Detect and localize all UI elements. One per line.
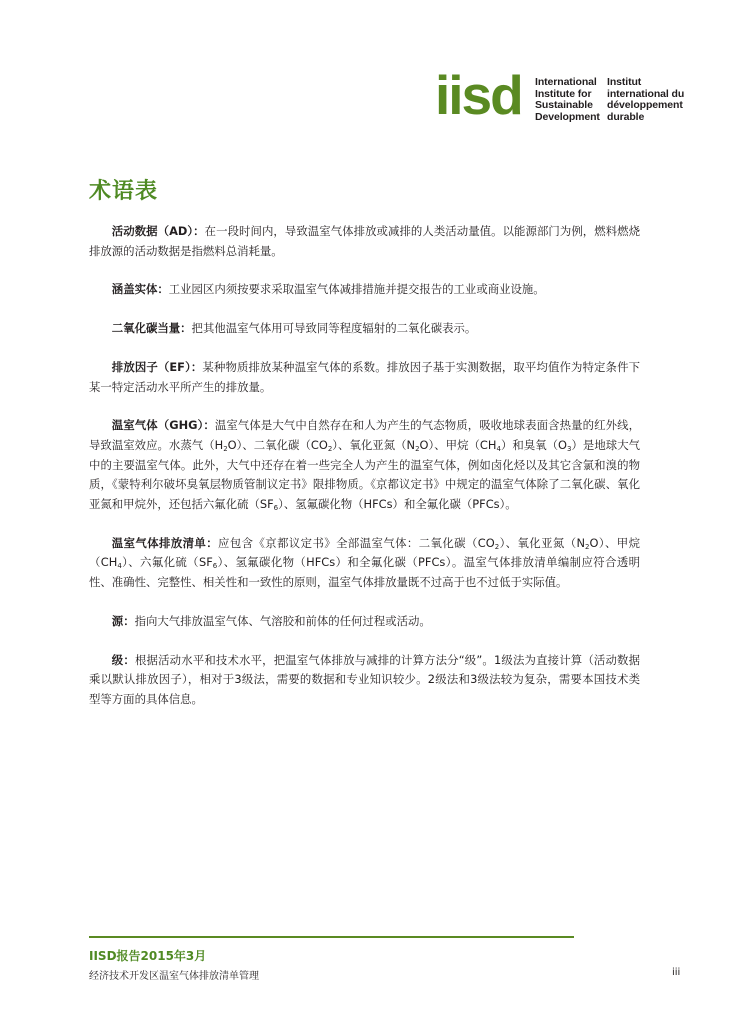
subscript: 2 bbox=[415, 444, 420, 453]
glossary-definition-text: 把其他温室气体用可导致同等程度辐射的二氧化碳表示。 bbox=[191, 321, 477, 336]
subscript: 6 bbox=[273, 504, 279, 513]
logo-fr-line: développement bbox=[607, 99, 683, 111]
glossary-term: 活动数据（AD）： bbox=[111, 224, 205, 238]
glossary-definition-text: ）是地球大气中的主要温室气体。此外，大气中还存在着一些完全人为产生的温室气体，例如卤化烃以及其它含氯和溴的物质，《蒙特利尔破坏臭氧层物质管制议定书》限排物质。《京都议定书》中规定的温室气体除了二氧化碳、氧化亚氮和甲烷外，还包括六氟化硫（SF bbox=[89, 437, 640, 512]
glossary-definition-text: 温室气体是大气中自然存在和人为产生的气态物质，吸收地球表面含热量的红外线，导致温室效应。水蒸气（H bbox=[89, 418, 640, 452]
subscript: 2 bbox=[585, 542, 590, 551]
glossary-term: 排放因子（EF）： bbox=[111, 359, 203, 374]
subscript: 3 bbox=[567, 444, 572, 453]
subscript: 4 bbox=[496, 444, 501, 453]
page-number: iii bbox=[672, 967, 681, 978]
glossary-definition-text: 指向大气排放温室气体、气溶胶和前体的任何过程或活动。 bbox=[134, 613, 431, 628]
glossary-entry bbox=[89, 319, 640, 339]
glossary-term: 温室气体（GHG）： bbox=[111, 418, 215, 433]
glossary-entry bbox=[89, 612, 640, 632]
glossary-definition-text: ）和臭氧（O bbox=[500, 437, 568, 452]
logo-fr-line: durable bbox=[607, 110, 645, 123]
glossary-entry bbox=[89, 222, 640, 261]
footer-report-date: IISD报告2015年3月 bbox=[89, 949, 207, 963]
logo-en-line: Sustainable bbox=[535, 99, 593, 111]
subscript: 2 bbox=[327, 444, 333, 453]
glossary-term: 涵盖实体： bbox=[111, 282, 169, 297]
glossary-term: 源： bbox=[111, 613, 135, 628]
glossary-definition-text: O）、二氧化碳（CO bbox=[227, 437, 328, 452]
glossary-entry bbox=[89, 651, 640, 710]
logo-french-name bbox=[607, 77, 684, 123]
glossary-entry bbox=[89, 534, 640, 593]
glossary-definition-text: O）、甲烷（CH bbox=[89, 535, 640, 570]
glossary-definition-text: 工业园区内须按要求采取温室气体减排措施并提交报告的工业或商业设施。 bbox=[168, 282, 545, 297]
glossary-list bbox=[89, 222, 640, 729]
glossary-definition-text: 某种物质排放某种温室气体的系数。排放因子基于实测数据，取平均值作为特定条件下某一特定活动水平所产生的排放量。 bbox=[89, 359, 640, 394]
glossary-term: 温室气体排放清单： bbox=[111, 535, 219, 550]
footer-divider bbox=[89, 936, 574, 938]
glossary-entry bbox=[89, 280, 640, 300]
logo-fr-line: Institut bbox=[607, 76, 642, 88]
glossary-entry bbox=[89, 416, 640, 515]
glossary-definition-text: ）、六氟化硫（SF bbox=[121, 555, 213, 570]
footer-report-title: 经济技术开发区温室气体排放清单管理 bbox=[89, 971, 259, 982]
logo-mark: iisd bbox=[435, 64, 522, 126]
glossary-term: 二氧化碳当量： bbox=[111, 321, 192, 336]
glossary-definition-text: ）、氢氟碳化物（HFCs）和全氟化碳（PFCs）。温室气体排放清单编制应符合透明性、准确性、完整性、相关性和一致性的原则，温室气体排放量既不过高于也不过低于实际值。 bbox=[89, 555, 640, 590]
page-title: 术语表 bbox=[89, 179, 159, 204]
glossary-definition-text: ）、氧化亚氮（N bbox=[499, 535, 586, 550]
logo-en-line: Development bbox=[535, 110, 600, 123]
logo-en-line: Institute for bbox=[535, 87, 592, 100]
subscript: 6 bbox=[212, 562, 218, 571]
subscript: 2 bbox=[223, 444, 228, 453]
logo-en-line: International bbox=[535, 76, 597, 88]
glossary-definition-text: O）、甲烷（CH bbox=[419, 437, 497, 452]
glossary-definition-text: 根据活动水平和技术水平，把温室气体排放与减排的计算方法分“级”。1级法为直接计算（活动数据乘以默认排放因子），相对于3级法，需要的数据和专业知识较少。2级法和3级法较为复杂，需要本国技术类型等方面的具体信息。 bbox=[89, 652, 640, 706]
glossary-definition-text: ）、氧化亚氮（N bbox=[332, 437, 416, 452]
glossary-term: 级： bbox=[111, 652, 135, 667]
logo-english-name bbox=[535, 77, 600, 123]
glossary-definition-text: ）、氢氟碳化物（HFCs）和全氟化碳（PFCs）。 bbox=[278, 497, 517, 512]
glossary-definition-text: 在一段时间内，导致温室气体排放或减排的人类活动量值。以能源部门为例，燃料燃烧排放源的活动数据是指燃料总消耗量。 bbox=[89, 224, 640, 258]
logo-fr-line: international du bbox=[607, 87, 685, 100]
subscript: 2 bbox=[494, 542, 500, 551]
subscript: 4 bbox=[117, 562, 122, 571]
glossary-entry bbox=[89, 358, 640, 397]
glossary-definition-text: 应包含《京都议定书》全部温室气体：二氧化碳（CO bbox=[218, 535, 495, 550]
